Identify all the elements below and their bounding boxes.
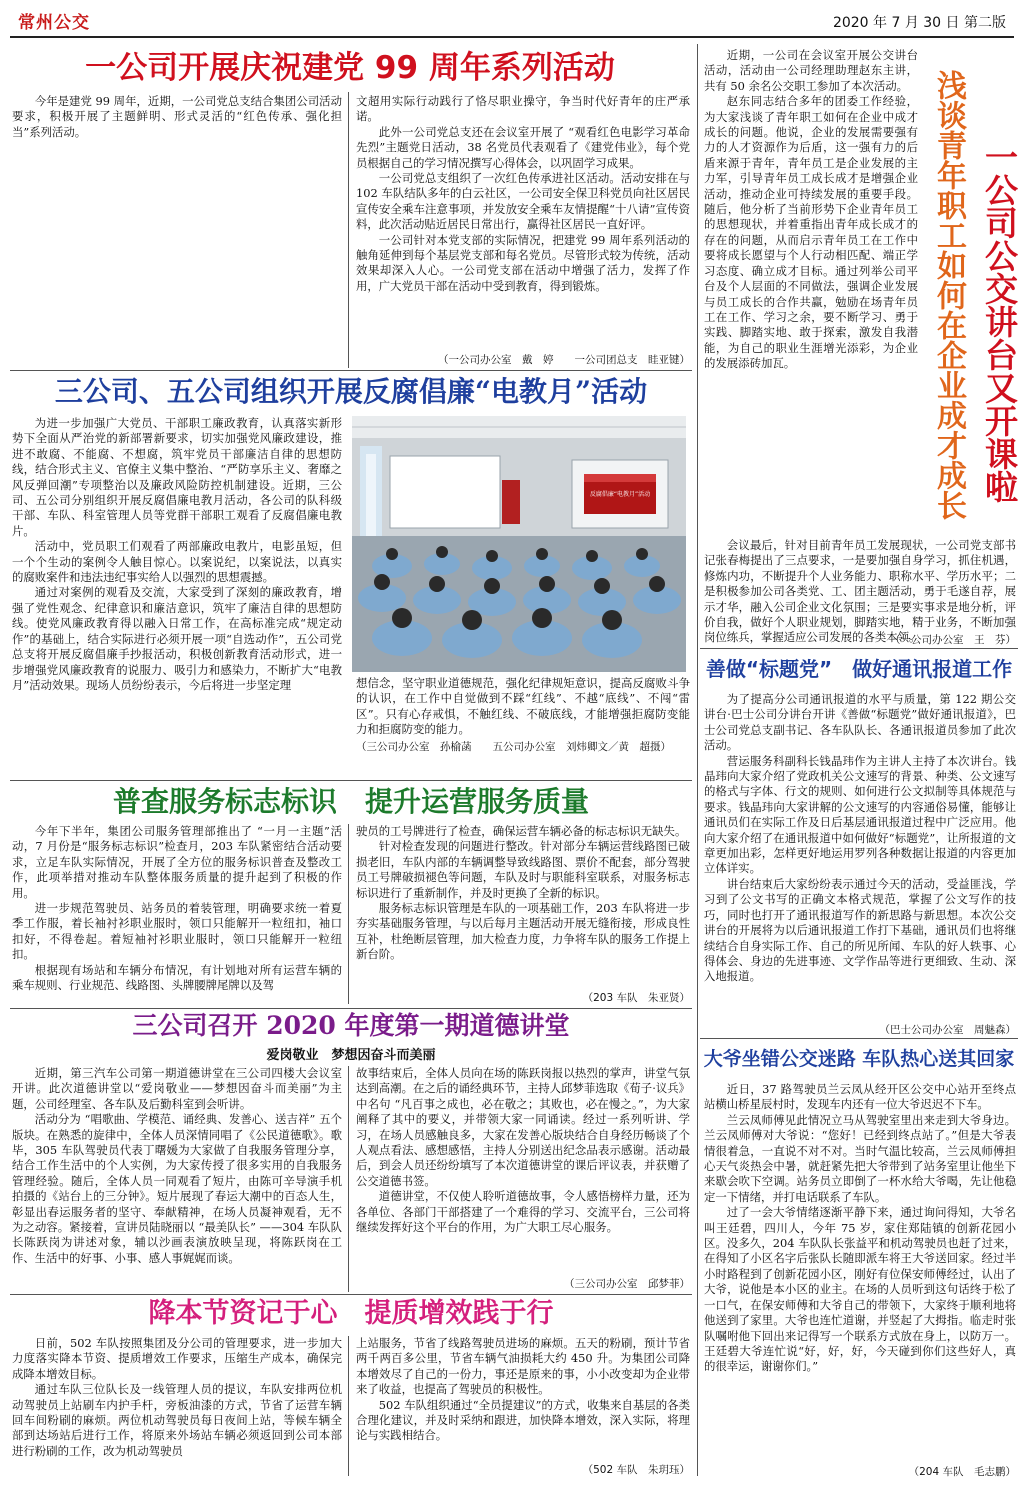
article4-bottom-rule bbox=[10, 1294, 692, 1295]
article8-paragraph: 兰云凤师傅见此情况立马从驾驶室里出来走到大爷身边。兰云凤师傅对大爷说：“您好！已经到终点站了。”但是大爷表情很着急，一直说不对不对。当时气温比较高，兰云凤师傅担心天气炎热会中暑，就赶紧先把大爷带到了站务室里让他坐下来歇会吹下空调。站务员立即倒了一杯水给大爷喝，先让他稳定一下情绪，并打电话联系了车队。 bbox=[704, 1112, 1016, 1204]
article3-paragraph: 服务标志标识管理是车队的一项基础工作，203 车队将进一步夯实基础服务管理，与以后每月主题活动开展无缝衔接，形成良性互补，杜绝断层管理，加大检查力度，力争将车队的服务工作提上新台阶。 bbox=[356, 901, 690, 962]
article4-column-2 bbox=[356, 1066, 690, 1272]
article2-title: 三公司、五公司组织开展反腐倡廉“电教月”活动 bbox=[54, 375, 648, 408]
article4-title: 三公司召开 2020 年度第一期道德讲堂 bbox=[132, 1011, 570, 1040]
article1-column-1 bbox=[12, 94, 342, 368]
article4-paragraph: 活动分为 “唱歌曲、学模范、诵经典、发善心、送吉祥” 五个版块。在熟悉的旋律中，全体人员深情同唱了《公民道德歌》。歌毕，305 车队驾驶员代表丁曙媛为大家做了自我服务管理分享，结合工作生活中的个人实例，为大家传授了很多实用的自我服务管理经验。随后，全体人员一同观看了短片，由陈可辛导演手机拍摄的《站台上的三分钟》。短片展现了春运大潮中的百态人生，彰显出春运服务者的坚守、奉献精神，在场人员凝神观看，无不为之动容。紧接着，宣讲员陆晓丽以 “最美队长” ——304 车队队长陈跃岗为讲述对象，辅以沙画表演放映呈现，将陈跃岗在工作、生活中的好事、小事、感人事娓娓而谈。 bbox=[12, 1112, 342, 1265]
paper-logo: 常州公交 bbox=[18, 13, 90, 33]
article4-column-1 bbox=[12, 1066, 342, 1290]
article7-title: 善做“标题党” 做好通讯报道工作 bbox=[705, 657, 1013, 681]
article1-paragraph: 一公司党总支组织了一次红色传承进社区活动。活动安排在与 102 车队结队多年的白云社区，一公司安全保卫科党员向社区居民宣传安全乘车注意事项，并发放安全乘车友情提醒“十八请”宣传资料，此次活动贴近居民日常出行，赢得社区居民一直好评。 bbox=[356, 171, 690, 232]
article3-column-1 bbox=[12, 824, 342, 1006]
article8-paragraph: 过了一会大爷情绪逐渐平静下来，通过询问得知，大爷名叫王廷碧，四川人，今年 75 岁，家住郑陆镇的创新花园小区。没多久，204 车队队长张益平和机动驾驶员也赶了过来，在得知了小区名字后张队长随即派车将王大爷送回家。经过半小时路程到了创新花园小区，刚好有位保安师傅经过，认出了大爷，说他是本小区的业主。在场的人员听到这句话终于松了一口气，在保安师傅和大爷自己的带领下，大家终于顺利地将他送到了家里。大爷也连忙道谢，并竖起了大拇指。临走时张队嘱咐他下回出来记得写一个联系方式放在身上，以防万一。王廷碧大爷连忙说“好，好，好，今天碰到你们这些好人，真的很幸运，谢谢你们。” bbox=[704, 1205, 1016, 1374]
right-column-divider bbox=[697, 44, 698, 1476]
article3-paragraph: 进一步规范驾驶员、站务员的着装管理，明确要求统一着夏季工作服，着长袖衬衫职业服时，领口只能解开一粒纽扣，袖口扣好，不得卷起。着短袖衬衫职业服时，领口只能解开一粒纽扣。 bbox=[12, 901, 342, 962]
article6-subtitle-vertical: 浅谈青年职工如何在企业成才成长 bbox=[931, 70, 966, 520]
article4-paragraph: 道德讲堂，不仅使人聆听道德故事，令人感悟榜样力量，还为各单位、各部门干部搭建了一个难得的学习、交流平台，三公司将继续发挥好这个平台的作用，为广大职工尽心服务。 bbox=[356, 1189, 690, 1235]
meeting-photo bbox=[352, 416, 686, 672]
article1-paragraph: 此外一公司党总支还在会议室开展了 “观看红色电影学习革命先烈”主题党日活动，38 名党员代表观看了《建党伟业》，每个党员根据自己的学习情况撰写心得体会，以巩固学习成果。 bbox=[356, 124, 690, 170]
article8-title: 大爷坐错公交迷路 车队热心送其回家 bbox=[703, 1048, 1015, 1070]
article2-column-1 bbox=[12, 416, 342, 772]
article2-byline: （三公司办公室 孙榆菡 五公司办公室 刘炜卿文／黄 超摄） bbox=[356, 741, 671, 753]
article3-byline: （203 车队 朱亚贤） bbox=[582, 992, 690, 1004]
article2-bottom-rule bbox=[10, 780, 692, 781]
article5-column-2 bbox=[356, 1336, 690, 1460]
article4-paragraph: 近期，第三汽车公司第一期道德讲堂在三公司四楼大会议室开讲。此次道德讲堂以“爱岗敬业——梦想因奋斗而美丽”为主题，公司经理室、各车队及后勤科室到会听讲。 bbox=[12, 1066, 342, 1111]
article3-bottom-rule bbox=[10, 1008, 692, 1009]
article3-divider bbox=[348, 824, 349, 1004]
article8-byline: （204 车队 毛志鹏） bbox=[908, 1466, 1016, 1478]
article7-paragraph: 营运服务科副科长钱晶玮作为主讲人主持了本次讲台。钱晶玮向大家介绍了党政机关公文速写的背景、种类、公文速写的格式与字体、行文的规则、如何进行公文拟制等具体规范与要求。钱晶玮向大家讲解的公文速写的内容通俗易懂，能够让通讯员们在实际工作及日后基层通讯报道过程中广泛应用。他向大家介绍了在通讯报道中如何做好“标题党”，让所报道的文章更加出彩，怎样更好地运用罗列各种数据让报道的内容更加立体详实。 bbox=[704, 753, 1016, 876]
article3-paragraph: 驶员的工号牌进行了检查，确保运营车辆必备的标志标识无缺失。 bbox=[356, 824, 687, 838]
article6-byline: （一公司办公室 王 芬） bbox=[890, 634, 1016, 646]
article2-column-2 bbox=[356, 676, 690, 736]
article6-column-top bbox=[704, 48, 918, 536]
article7-byline: （巴士公司办公室 周魅森） bbox=[879, 1024, 1016, 1036]
article4-subtitle: 爱岗敬业 梦想因奋斗而美丽 bbox=[266, 1048, 436, 1063]
article5-paragraph: 上站服务，节省了线路驾驶员进场的麻烦。五天的粉刷，预计节省两千两百多公里，节省车辆气油损耗大约 450 升。为集团公司降本增效尽了自己的一份力，事还是原来的事，小小改变却为企业带来了收益，也提高了驾驶员的积极性。 bbox=[356, 1336, 690, 1397]
article6-bottom-rule bbox=[700, 648, 1018, 649]
masthead-rule bbox=[10, 36, 1014, 38]
article5-divider bbox=[348, 1336, 349, 1476]
article1-byline: （一公司办公室 戴 婷 一公司团总支 眭亚键） bbox=[438, 354, 690, 366]
article5-title: 降本节资记于心 提质增效践于行 bbox=[148, 1298, 554, 1329]
article2-paragraph: 通过对案例的观看及交流，大家受到了深刻的廉政教育，增强了党性观念、纪律意识和廉洁意识，筑牢了廉洁自律的思想防线。使党风廉政教育得以融入日常工作，在高标准完成“规定动作”的基础上，结合实际进行必须开展一项“自选动作”，五公司党总支将开展反腐倡廉手抄报活动，积极创新教育活动形式，进一步增强党风廉政教育的说服力、吸引力和感染力，不断扩大“电教月”活动效果。现场人员纷纷表示，今后将进一步坚定理 bbox=[12, 585, 342, 692]
article4-paragraph: 故事结束后，全体人员向在场的陈跃岗报以热烈的掌声，讲堂气氛达到高潮。在之后的诵经典环节，主持人邱梦菲选取《荀子·议兵》中名句 “凡百事之成也，必在敬之；其败也，必在慢之。”，为大家阐释了其中的要义，并带领大家一同诵读。经过一系列听讲、学习，在场人员感触良多，大家在发善心版块结合自身经历畅谈了个人观点看法、感想感悟，主持人分别送出纪念品表示感谢。活动最后，到会人员还纷纷填写了本次道德讲堂的课后评议表，并获赠了公交道德书签。 bbox=[356, 1066, 690, 1188]
photo-banner-text: 反腐倡廉“电教月”活动 bbox=[589, 491, 651, 498]
article6-paragraph: 赵东同志结合多年的团委工作经验，为大家浅谈了青年职工如何在企业中成才成长的问题。他说，企业的发展需要强有力的人才资源作为后盾，这一强有力的后盾来源于青年，青年员工是企业发展的主力军，引导青年员工成长成才是增强企业活动，推动企业可持续发展的重要手段。随后，他分析了当前形势下企业青年员工的思想现状，并着重指出青年成长成才的存在的问题，从而启示青年员工在工作中要将成长愿望与个人行动相匹配、端正学习态度、确立成才目标。通过列举公司平台及个人层面的不同做法，强调企业发展与员工成长的合作共赢，勉励在场青年员工在工作、学习之余，要不断学习、勇于实践、脚踏实地、敢于探索，激发自我潜能，为自己的职业生涯增光添彩，为企业的发展添砖加瓦。 bbox=[704, 94, 918, 371]
article1-divider bbox=[348, 92, 349, 368]
article4-divider bbox=[348, 1066, 349, 1292]
article3-paragraph: 今年下半年，集团公司服务管理部推出了 “一月一主题”活动，7 月份是“服务标志标识”检查月，203 车队紧密结合活动要求，立足车队实际情况，开展了全方位的服务标识普查及整改工作，此项举措对推动车队整体服务质量的提升起到了积极的作用。 bbox=[12, 824, 342, 900]
article5-paragraph: 502 车队组织通过“全员提建议”的方式，收集来自基层的各类合理化建议，并及时采纳和跟进，加快降本增效，深入实际，将理论与实践相结合。 bbox=[356, 1397, 690, 1443]
article3-paragraph: 针对检查发现的问题进行整改。针对部分车辆运营线路图已破损老旧，车队内部的车辆调整导致线路图、票价不配套，部分驾驶员工号牌破损褪色等问题，车队及时与职能科室联系，对服务标志标识进行了重新制作，并及时更换了全新的标识。 bbox=[356, 839, 690, 900]
article1-column-2 bbox=[356, 94, 690, 352]
article1-paragraph: 一公司针对本党支部的实际情况，把建党 99 周年系列活动的触角延伸到每个基层党支部和每名党员。尽管形式较为传统，活动效果却深入人心。一公司党支部在活动中增强了活力，发挥了作用，广大党员干部在活动中受到教育，得到锻炼。 bbox=[356, 232, 690, 293]
article1-bottom-rule bbox=[10, 370, 692, 371]
article5-column-1 bbox=[12, 1336, 342, 1478]
article5-byline: （502 车队 朱玥珏） bbox=[582, 1464, 690, 1476]
article7-paragraph: 讲台结束后大家纷纷表示通过今天的活动，受益匪浅，学习到了公文书写的正确文本格式规范，掌握了公文写作的技巧，同时也打开了通讯报道写作的新思路与新思想。本次公交讲台的开展将为以后通讯报道工作打下基础，通讯员们也将继续结合自身实际工作、自己的所见所闻、车队的好人轶事、心得体会、身边的先进事迹、文学作品等进行更细致、生动、深入地报道。 bbox=[704, 876, 1016, 984]
article6-paragraph: 会议最后，针对目前青年员工发展现状，一公司党支部书记张春梅提出了三点要求，一是要加强自身学习，抓住机遇，修炼内功，不断提升个人业务能力、职称水平、学历水平；二是积极参加公司各类党、工、团主题活动，勇于毛遂自荐，展示才华，融入公司企业文化氛围；三是要实事求是地分析，评价自我，做好个人职业规划，脚踏实地，精于业务，不断加强岗位练兵，掌握适应公司发展的各类本领。 bbox=[704, 538, 1016, 645]
article8-column bbox=[704, 1082, 1016, 1462]
article8-paragraph: 近日，37 路驾驶员兰云凤从经开区公交中心站开至终点站横山桥星辰村时，发现车内还有一位大爷迟迟不下车。 bbox=[704, 1082, 1016, 1112]
article1-paragraph: 今年是建党 99 周年，近期，一公司党总支结合集团公司活动要求，积极开展了主题鲜明、形式灵活的“红色传承、强化担当”系列活动。 bbox=[12, 94, 342, 139]
date-edition: 2020 年 7 月 30 日 第二版 bbox=[832, 15, 1006, 31]
article4-byline: （三公司办公室 邱梦菲） bbox=[564, 1278, 690, 1290]
article2-paragraph: 想信念，坚守职业道德规范，强化纪律规矩意识，提高反腐败斗争的认识，在工作中自觉做到不踩“红线”、不越“底线”、不闯“雷区”。只有心存戒惧，不触红线、不破底线，才能增强拒腐防变能力和拒腐防变的能力。 bbox=[356, 676, 690, 737]
article6-title-vertical: 一公司公交讲台又开课啦 bbox=[980, 140, 1019, 503]
article3-column-2 bbox=[356, 824, 690, 990]
article1-title: 一公司开展庆祝建党 99 周年系列活动 bbox=[85, 50, 615, 86]
article7-bottom-rule bbox=[700, 1038, 1018, 1039]
article3-paragraph: 根据现有场站和车辆分布情况，有计划地对所有运营车辆的乘车规则、行业规范、线路图、头牌腰牌尾牌以及驾 bbox=[12, 962, 342, 993]
article2-paragraph: 为进一步加强广大党员、干部职工廉政教育，认真落实新形势下全面从严治党的新部署新要求，切实加强党风廉政建设，推进不敢腐、不能腐、不想腐，筑牢党员干部廉洁自律的思想防线，结合形式主义、官僚主义集中整治、“严防享乐主义、奢靡之风反弹回潮”专项整治以及廉政风险防控机制建设。近期，三公司、五公司分别组织开展反腐倡廉电教月活动，各公司的队科级干部、车队、科室管理人员等党群干部职工观看了反腐倡廉电教片。 bbox=[12, 416, 342, 538]
meeting-photo-illustration bbox=[352, 416, 686, 672]
article6-paragraph: 近期，一公司在会议室开展公交讲台活动，活动由一公司经理助理赵东主讲，共有 50 余名公交职工参加了本次活动。 bbox=[704, 48, 918, 93]
article5-paragraph: 日前，502 车队按照集团及分公司的管理要求，进一步加大力度落实降本节资、提质增效工作要求，压缩生产成本，确保完成降本增效目标。 bbox=[12, 1336, 342, 1381]
article5-paragraph: 通过车队三位队长及一线管理人员的提议，车队安排两位机动驾驶员上站刷车内护手杆，旁板油漆的方式，节省了运营车辆回车间粉刷的麻烦。两位机动驾驶员每日夜间上站，等候车辆全部到达场站后进行工作，将原来外场站车辆必须返回到公司本部进行粉刷的工作，改为机动驾驶员 bbox=[12, 1382, 342, 1458]
article3-title: 普查服务标志标识 提升运营服务质量 bbox=[112, 785, 589, 818]
article1-paragraph: 文超用实际行动践行了恪尽职业操守，争当时代好青年的庄严承诺。 bbox=[356, 94, 690, 124]
article7-paragraph: 为了提高分公司通讯报道的水平与质量，第 122 期公交讲台·巴士公司分讲台开讲《善做“标题党”做好通讯报道》，巴士公司党总支副书记、各车队队长、各通讯报道员参加了此次活动。 bbox=[704, 692, 1016, 753]
article2-paragraph: 活动中，党员职工们观看了两部廉政电教片，电影虽短，但一个个生动的案例令人触目惊心。以案说纪，以案说法，以真实的腐败案件和违法违纪事实给人以强烈的思想震撼。 bbox=[12, 539, 342, 585]
article7-column bbox=[704, 692, 1016, 1022]
